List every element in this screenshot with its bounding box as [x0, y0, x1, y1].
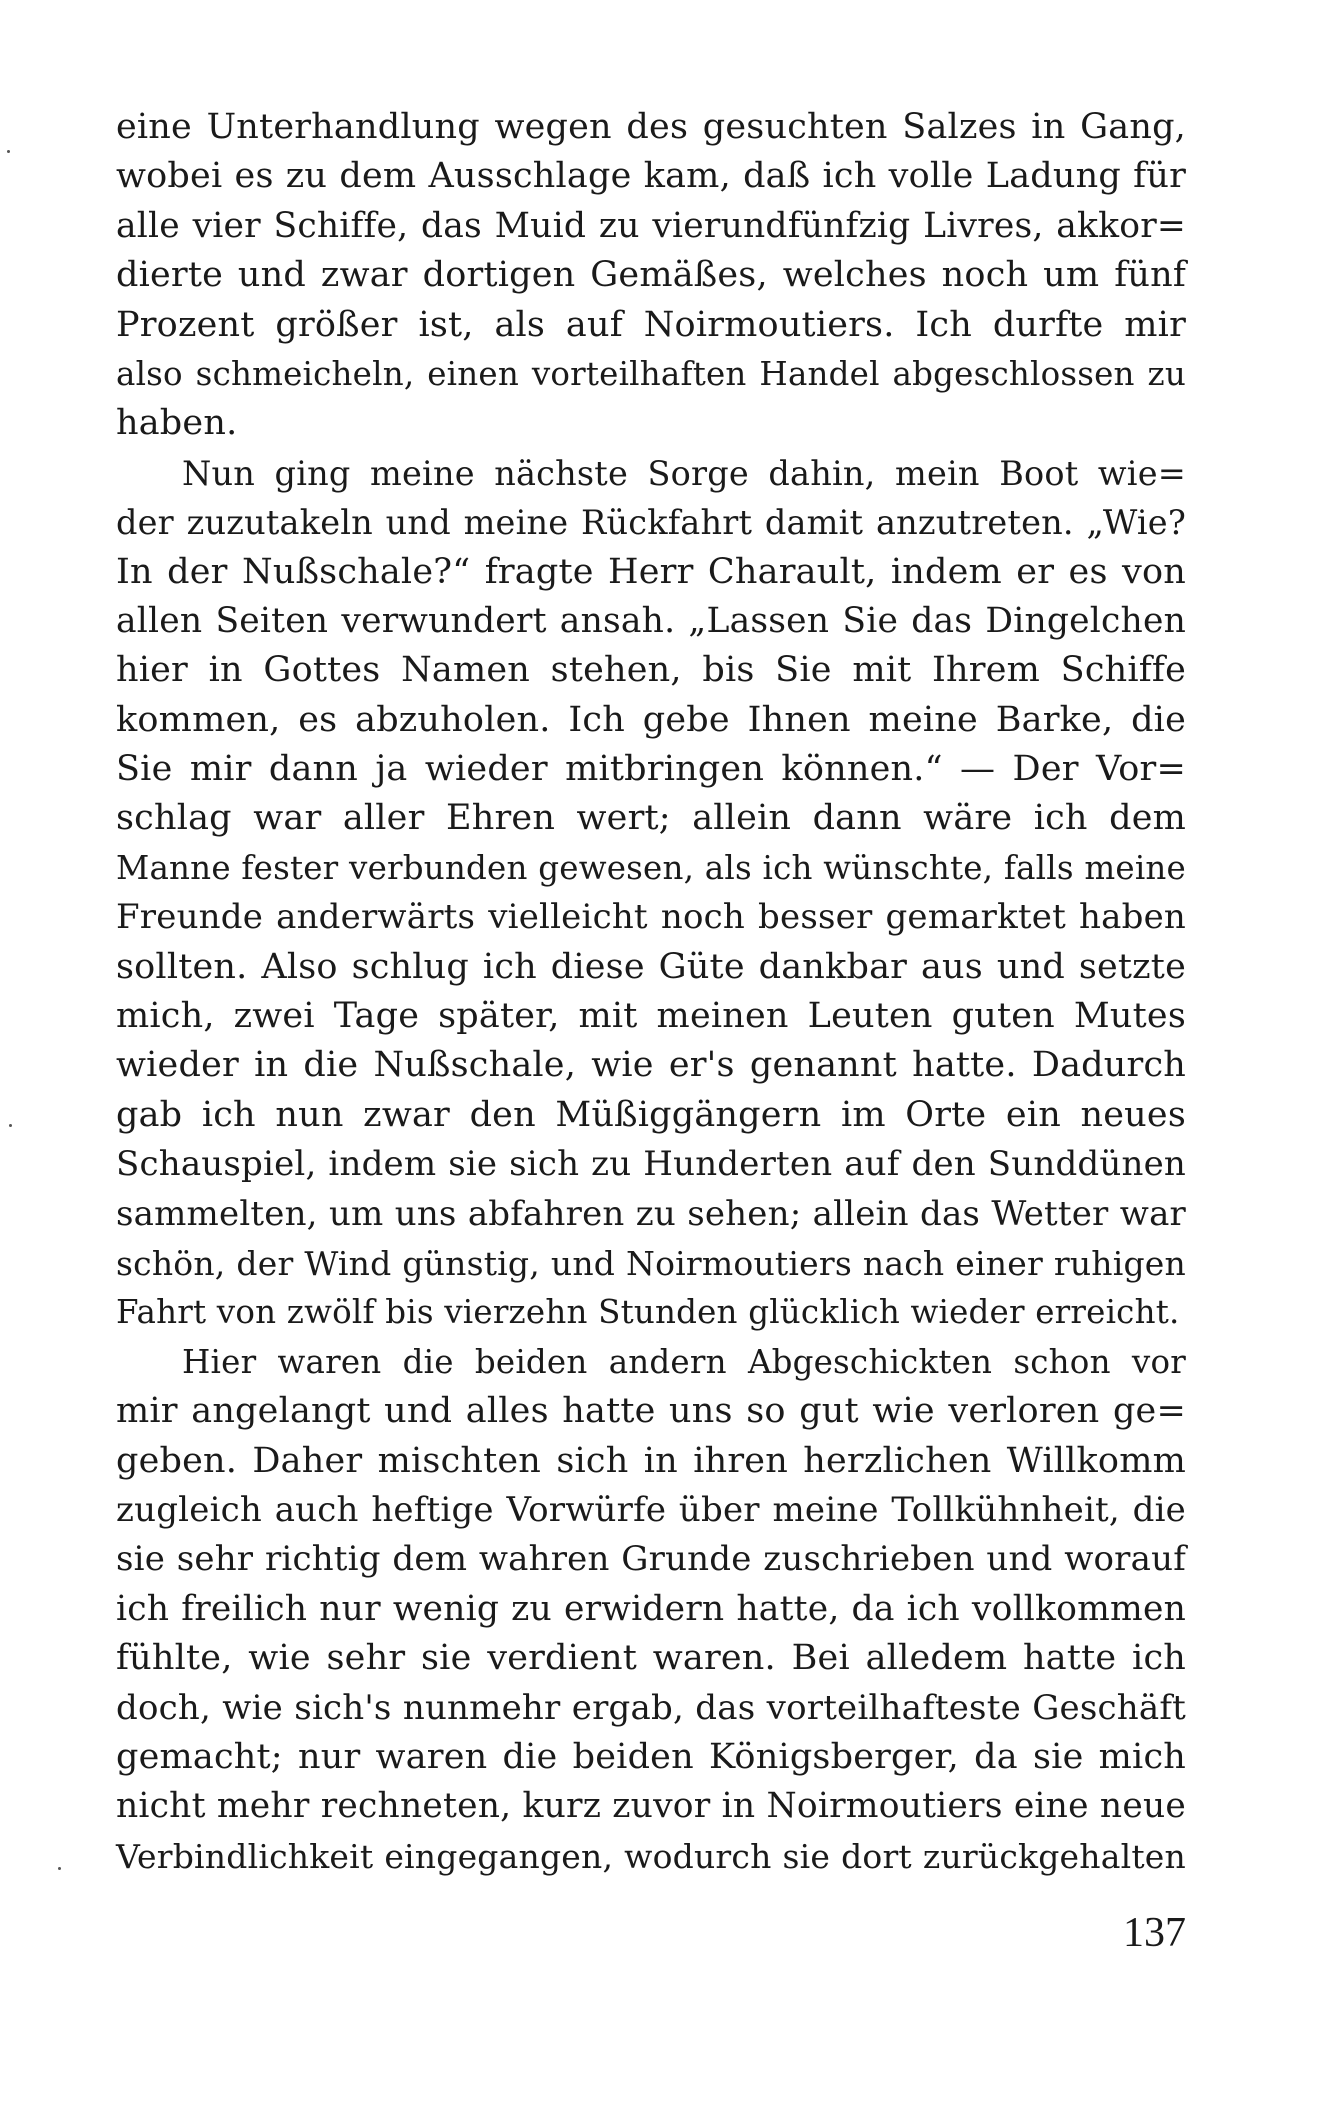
scan-speck — [58, 1867, 61, 1870]
text-line: Fahrt von zwölf bis vierzehn Stunden glücklich wieder erreicht. — [116, 1293, 1180, 1332]
text-line: sollten. Also schlug ich diese Güte dankbar aus und setzte — [116, 946, 1186, 987]
text-line: Sie mir dann ja wieder mitbringen können.“ — Der Vor= — [116, 749, 1186, 790]
text-line: sammelten, um uns abfahren zu sehen; allein das Wetter war — [116, 1193, 1186, 1234]
text-line: doch, wie sich's nunmehr ergab, das vorteilhafteste Geschäft — [116, 1687, 1186, 1728]
text-line: fühlte, wie sehr sie verdient waren. Bei alledem hatte ich — [116, 1638, 1186, 1679]
text-line: alle vier Schiffe, das Muid zu vierundfünfzig Livres, akkor= — [116, 205, 1186, 246]
text-line: haben. — [116, 403, 238, 444]
text-line: Schauspiel, indem sie sich zu Hunderten auf den Sunddünen — [116, 1144, 1186, 1185]
page-number: 137 — [1123, 1910, 1186, 1956]
text-line: schlag war aller Ehren wert; allein dann wäre ich dem — [116, 798, 1186, 839]
text-line: In der Nußschale?“ fragte Herr Charault, indem er es von — [116, 551, 1186, 592]
text-line: Hier waren die beiden andern Abgeschickten schon vor — [182, 1342, 1186, 1381]
text-line: Nun ging meine nächste Sorge dahin, mein Boot wie= — [182, 453, 1186, 493]
text-line: gemacht; nur waren die beiden Königsberger, da sie mich — [116, 1736, 1186, 1777]
text-line: Prozent größer ist, als auf Noirmoutiers. Ich durfte mir — [116, 304, 1186, 345]
text-line: kommen, es abzuholen. Ich gebe Ihnen meine Barke, die — [116, 699, 1186, 740]
text-line: der zuzutakeln und meine Rückfahrt damit anzutreten. „Wie? — [116, 503, 1186, 543]
text-line: allen Seiten verwundert ansah. „Lassen Sie das Dingelchen — [116, 600, 1186, 641]
text-line: also schmeicheln, einen vorteilhaften Handel abgeschlossen zu — [116, 354, 1186, 393]
text-line: dierte und zwar dortigen Gemäßes, welches noch um fünf — [116, 255, 1186, 296]
text-line: sie sehr richtig dem wahren Grunde zuschrieben und worauf — [116, 1539, 1186, 1580]
text-line: nicht mehr rechneten, kurz zuvor in Noirmoutiers eine neue — [116, 1786, 1186, 1827]
text-line: geben. Daher mischten sich in ihren herzlichen Willkomm — [116, 1440, 1186, 1481]
text-line: wobei es zu dem Ausschlage kam, daß ich volle Ladung für — [116, 156, 1186, 197]
text-line: zugleich auch heftige Vorwürfe über meine Tollkühnheit, die — [116, 1489, 1186, 1530]
text-line: eine Unterhandlung wegen des gesuchten Salzes in Gang, — [116, 107, 1186, 147]
scan-speck — [9, 1124, 12, 1127]
text-line: wieder in die Nußschale, wie er's genannt hatte. Dadurch — [116, 1045, 1186, 1086]
text-line: mir angelangt und alles hatte uns so gut wie verloren ge= — [116, 1391, 1186, 1432]
text-line: mich, zwei Tage später, mit meinen Leuten guten Mutes — [116, 996, 1186, 1037]
text-line: gab ich nun zwar den Müßiggängern im Orte ein neues — [116, 1094, 1186, 1135]
text-line: Manne fester verbunden gewesen, als ich wünschte, falls meine — [116, 848, 1186, 887]
scan-speck — [7, 150, 10, 153]
text-line: schön, der Wind günstig, und Noirmoutiers nach einer ruhigen — [116, 1243, 1186, 1283]
body-text — [116, 103, 1186, 1881]
text-line: Verbindlichkeit eingegangen, wodurch sie dort zurückgehalten — [116, 1836, 1186, 1876]
text-line: hier in Gottes Namen stehen, bis Sie mit Ihrem Schiffe — [116, 650, 1186, 691]
text-line: Freunde anderwärts vielleicht noch besser gemarktet haben — [116, 897, 1186, 938]
text-line: ich freilich nur wenig zu erwidern hatte, da ich vollkommen — [116, 1588, 1186, 1629]
